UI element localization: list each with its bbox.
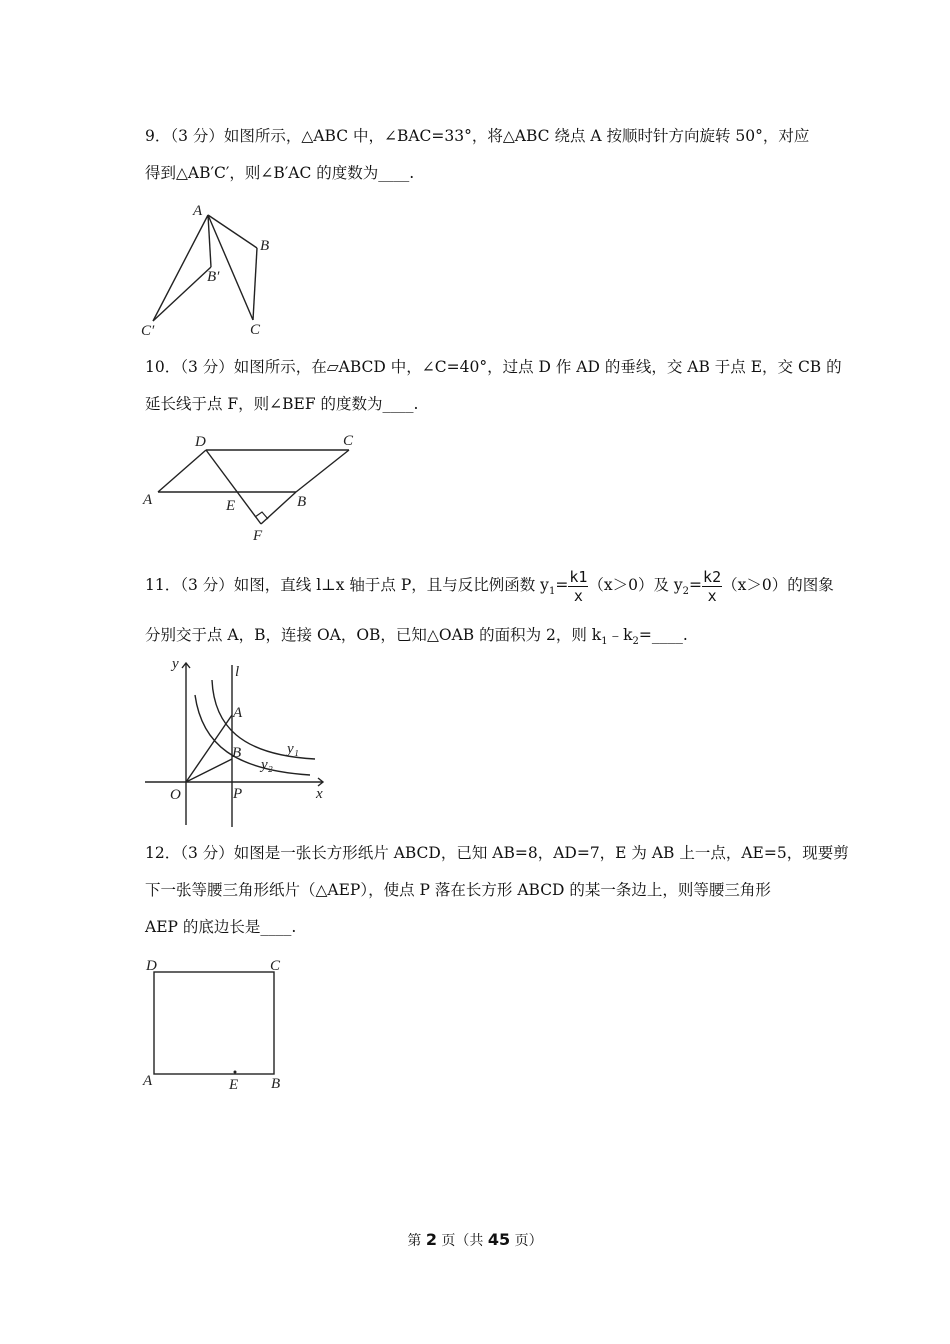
q11-fraction-1 (568, 568, 588, 605)
q10-figure (135, 428, 365, 546)
q11-text-post: （x＞0）的图象 (722, 576, 834, 594)
q11-segment-OA (186, 715, 232, 782)
q10-segment-CB (296, 450, 349, 492)
q12-label-E: E (229, 1077, 239, 1093)
q12-label-D: D (146, 958, 157, 974)
q11-segment-OB (186, 759, 232, 782)
q12-text-line3: AEP 的底边长是____. (145, 918, 297, 936)
q9-segment-BC (253, 248, 257, 320)
q10-label-A: A (143, 492, 153, 508)
q11-curve-y1 (212, 680, 315, 759)
q11-fraction-2-numerator: k2 (703, 567, 722, 586)
footer-post: 页） (510, 1233, 543, 1249)
q11-label-A: A (233, 705, 243, 721)
q11-sub-2: 2 (682, 586, 690, 598)
q11-figure (140, 655, 340, 831)
q9-label-C: C (250, 322, 261, 338)
q9-segment-C-prime-B-prime (153, 267, 211, 321)
q12-point-E (234, 1071, 237, 1074)
q12-text-line1: 12．（3 分）如图是一张长方形纸片 ABCD，已知 AB=8，AD=7，E 为 AB 上一点，AE=5，现要剪 (145, 844, 849, 862)
footer-total-pages: 45 (487, 1230, 511, 1249)
q9-label-C-prime: C′ (141, 323, 155, 339)
q11-label-P: P (233, 786, 243, 802)
q12-label-C: C (270, 958, 281, 974)
q11-line2-sub-1: 1 (601, 636, 608, 648)
q11-line2-end: =____. (638, 626, 688, 644)
q9-label-B: B (260, 238, 270, 254)
q11-eq-1: = (555, 576, 569, 594)
q12-label-B: B (271, 1076, 281, 1092)
q11-label-y: y (172, 656, 179, 672)
q9-label-B-prime: B′ (207, 269, 220, 285)
q11-fraction-2 (702, 568, 722, 605)
page-footer (0, 1230, 950, 1250)
footer-pre: 第 (407, 1233, 426, 1249)
q11-eq-2: = (689, 576, 703, 594)
q11-line2-a: 分别交于点 A，B，连接 OA，OB，已知△OAB 的面积为 2，则 k (145, 626, 602, 644)
q12-figure (138, 955, 290, 1095)
q10-label-C: C (343, 433, 354, 449)
q11-label-x: x (316, 786, 323, 802)
q10-text-line1: 10．（3 分）如图所示，在▱ABCD 中，∠C=40°，过点 D 作 AD 的垂线，交 AB 于点 E，交 CB 的 (145, 358, 842, 376)
q9-text-line1: 9．（3 分）如图所示，△ABC 中，∠BAC=33°，将△ABC 绕点 A 按顺时针方向旋转 50°，对应 (145, 127, 810, 145)
q12-text-line2: 下一张等腰三角形纸片（△AEP），使点 P 落在长方形 ABCD 的某一条边上，则等腰三角形 (145, 881, 771, 899)
q10-text-line2: 延长线于点 F，则∠BEF 的度数为____. (145, 395, 419, 413)
q11-label-l: l (235, 664, 240, 680)
footer-page-number: 2 (425, 1230, 437, 1249)
q9-segment-AB-prime (208, 215, 211, 267)
q9-figure (135, 198, 285, 340)
q10-label-F: F (253, 528, 263, 544)
q11-sub-1: 1 (548, 586, 556, 598)
q10-label-D: D (195, 434, 206, 450)
q11-curve-y2 (195, 695, 310, 775)
q11-text-line1 (145, 566, 834, 611)
q11-fraction-2-denominator: x (707, 586, 717, 605)
q9-text-line2: 得到△AB′C′，则∠B′AC 的度数为____. (145, 164, 415, 182)
q11-text-line2 (145, 624, 688, 653)
q10-segment-BF (261, 492, 296, 524)
q10-segment-AD (158, 450, 206, 492)
q11-label-y2: y₂ (261, 757, 273, 773)
q10-label-B: B (297, 494, 307, 510)
q11-fraction-1-denominator: x (573, 586, 583, 605)
footer-mid: 页（共 (436, 1233, 488, 1249)
q11-label-B: B (232, 745, 242, 761)
q9-label-A: A (193, 203, 203, 219)
q12-rectangle-ABCD (154, 972, 274, 1074)
q9-segment-AC-prime (153, 215, 208, 321)
q11-text-pre: 11．（3 分）如图，直线 l⊥x 轴于点 P，且与反比例函数 y (145, 576, 549, 594)
q11-line2-mid: ﹣k (607, 626, 633, 644)
q11-text-mid: （x＞0）及 y (588, 576, 683, 594)
q11-label-y1: y₁ (287, 741, 299, 757)
q11-fraction-1-numerator: k1 (569, 567, 588, 586)
q12-label-A: A (143, 1073, 153, 1089)
q10-label-E: E (226, 498, 236, 514)
q11-label-O: O (170, 787, 181, 803)
q11-line2-sub-2: 2 (632, 636, 639, 648)
